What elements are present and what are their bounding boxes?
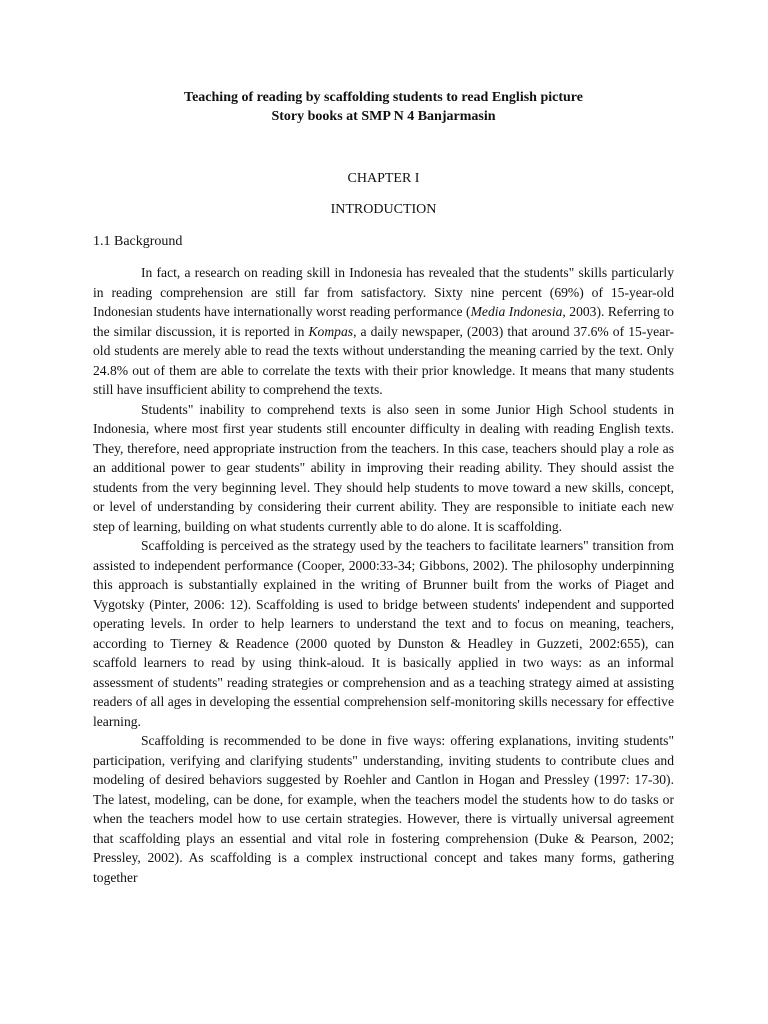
body-text bbox=[93, 263, 674, 887]
paragraph-4: Scaffolding is recommended to be done in five ways: offering explanations, inviting students" participation, verifying and clarifying students" understanding, inviting students to contribute clues and modeling of desired behaviors suggested by Roehler and Cantlon in Hogan and Pressley (1997: 17-30). The latest, modeling, can be done, for example, when the teachers model the students how to do tasks or when the teachers model how to use certain strategies. However, there is virtually universal agreement that scaffolding plays an essential and vital role in fostering comprehension (Duke & Pearson, 2002; Pressley, 2002). As scaffolding is a complex instructional concept and takes many forms, gathering together bbox=[93, 733, 674, 885]
paragraph-1-part-a: In fact, a research on reading skill in Indonesia has revealed that the students" skills particularly in reading comprehension are still far from satisfactory. Sixty nine percent (69%) of 15-year-old Indonesian students have internationally worst reading performance ( bbox=[93, 265, 674, 319]
citation-media-indonesia: Media Indonesia bbox=[470, 304, 563, 319]
chapter-title: INTRODUCTION bbox=[330, 202, 437, 217]
title-line-2: Story books at SMP N 4 Banjarmasin bbox=[271, 109, 496, 124]
citation-kompas: Kompas bbox=[308, 323, 354, 339]
paragraph-1-part-c: , a daily newspaper, (2003) that around 37.6% of 15-year-old students are merely able to read the texts without understanding the meaning carried by the text. Only 24.8% out of them are able to correlate the texts with their prior knowledge. It means that many students still have insufficient ability to comprehend the texts. bbox=[93, 323, 674, 397]
chapter-number: CHAPTER I bbox=[347, 171, 420, 186]
paragraph-3: Scaffolding is perceived as the strategy used by the teachers to facilitate learners" transition from assisted to independent performance (Cooper, 2000:33-34; Gibbons, 2002). The philosophy underpinning this approach is substantially explained in the writing of Brunner built from the works of Piaget and Vygotsky (Pinter, 2006: 12). Scaffolding is used to bridge between students' independent and supported operating levels. In order to help learners to understand the text and to focus on meaning, teachers, according to Tierney & Readence (2000 quoted by Dunston & Headley in Guzzeti, 2002:655), can scaffold learners to read by using think-aloud. It is basically applied in two ways: as an informal assessment of students" reading strategies or comprehension and as a teaching strategy aimed at assisting readers of all ages in developing the essential comprehension self-monitoring skills necessary for effective learning. bbox=[93, 538, 674, 729]
paragraph-1 bbox=[93, 263, 674, 400]
paragraph-2: Students" inability to comprehend texts is also seen in some Junior High School students in Indonesia, where most first year students still encounter difficulty in dealing with reading English texts. They, therefore, need appropriate instruction from the teachers. In this case, teachers should play a role as an additional power to gear students" ability in improving their reading ability. They should assist the students from the very beginning level. They should help students to move toward a new skills, concept, or level of understanding by considering their current ability. They are responsible to initiate each new step of learning, building on what students currently able to do alone. It is scaffolding. bbox=[93, 401, 674, 534]
title-line-1: Teaching of reading by scaffolding students to read English picture bbox=[184, 90, 583, 105]
paragraph-1-part-b: , 2003). Referring to the similar discussion, it is reported in bbox=[93, 304, 674, 339]
section-heading: 1.1 Background bbox=[93, 234, 183, 249]
document-title bbox=[93, 88, 674, 126]
